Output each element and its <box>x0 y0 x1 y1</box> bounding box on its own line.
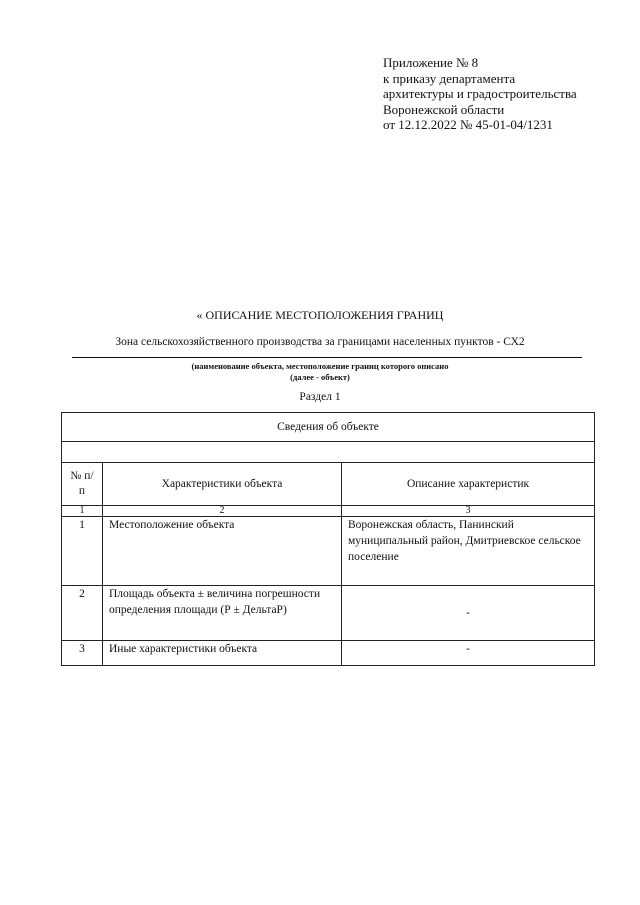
underline-divider <box>72 357 582 358</box>
row-num: 3 <box>62 641 103 666</box>
appendix-line: архитектуры и градостроительства <box>383 86 577 101</box>
col-number: 1 <box>62 506 103 517</box>
row-num: 1 <box>62 517 103 586</box>
col-header-num: № п/п <box>62 463 103 506</box>
col-header-description: Описание характеристик <box>342 463 595 506</box>
row-characteristic: Иные характеристики объекта <box>103 641 342 666</box>
appendix-line: к приказу департамента <box>383 70 516 86</box>
caption-line: (наименование объекта, местоположение границ которого описано <box>191 361 449 371</box>
row-description: Воронежская область, Панинский муниципальный район, Дмитриевское сельское поселение <box>342 517 595 586</box>
table-row <box>62 517 595 586</box>
table-row <box>62 586 595 641</box>
object-info-table <box>61 412 595 666</box>
caption <box>0 361 640 383</box>
zone-name: Зона сельскохозяйственного производства за границами населенных пунктов - СХ2 <box>115 336 525 348</box>
table-spacer <box>62 442 595 463</box>
appendix-block <box>383 55 577 133</box>
col-header-characteristics: Характеристики объекта <box>103 463 342 506</box>
row-characteristic: Площадь объекта ± величина погрешности определения площади (Р ± ДельтаР) <box>103 586 342 641</box>
appendix-line: Приложение № 8 <box>383 55 479 70</box>
table-header: Сведения об объекте <box>62 413 595 442</box>
caption-line: (далее - объект) <box>290 372 350 382</box>
appendix-line: Воронежской области <box>383 101 505 117</box>
appendix-line: от 12.12.2022 № 45-01-04/1231 <box>383 117 553 132</box>
row-num: 2 <box>62 586 103 641</box>
row-description: - <box>342 641 595 666</box>
document-title: « ОПИСАНИЕ МЕСТОПОЛОЖЕНИЯ ГРАНИЦ <box>196 308 444 322</box>
table-row <box>62 641 595 666</box>
col-number: 2 <box>103 506 342 517</box>
section-title: Раздел 1 <box>299 391 341 403</box>
col-number: 3 <box>342 506 595 517</box>
row-description: - <box>342 586 595 641</box>
row-characteristic: Местоположение объекта <box>103 517 342 586</box>
